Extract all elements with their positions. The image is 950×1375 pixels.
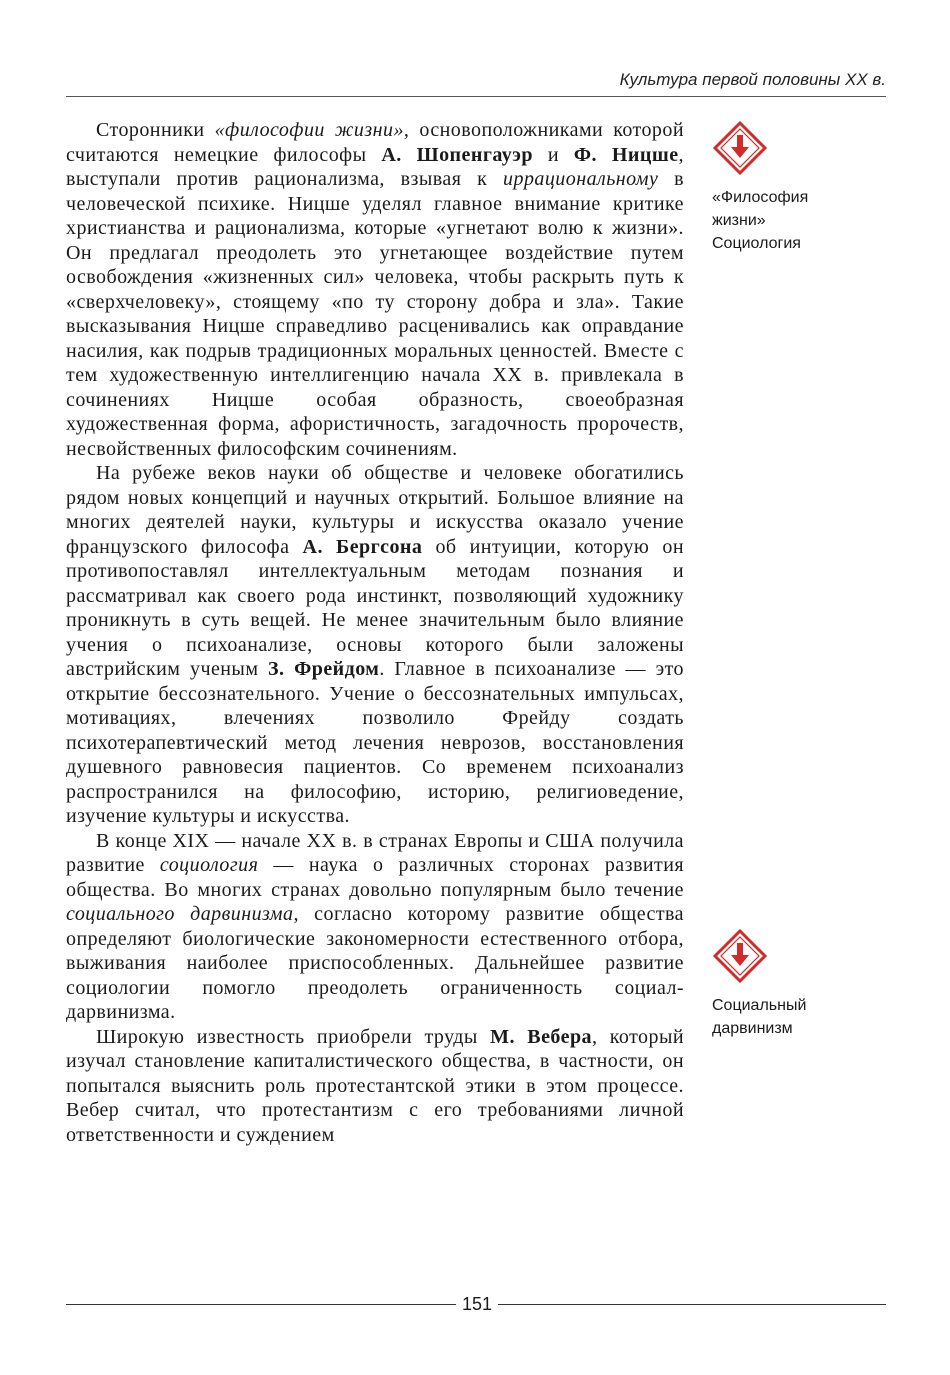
page-footer: [66, 1292, 886, 1316]
text-run: , согласно которому развитие общества определяют биологические закономерности естественного отбора, выживания наиболее приспособленных. Дальнейшее развитие социологии помогло преодолеть ограниченность социал-дарвинизма.: [66, 903, 684, 1023]
margin-note-social-darwinism: [712, 928, 892, 1040]
margin-note-line: дарвинизм: [712, 1020, 793, 1037]
italic-term: «философии жизни»: [214, 119, 404, 141]
text-run: На рубеже веков науки об обществе и человеке обогатились рядом новых концепций и научных открытий. Большое влияние на многих деятелей науки, культуры и искусства оказало учение французского философа: [66, 462, 684, 558]
bold-name: М. Вебера: [490, 1025, 592, 1048]
bold-name: А. Шопенгауэр: [381, 143, 533, 166]
footer-rule-left: [66, 1304, 456, 1305]
margin-note-line: жизни»: [712, 212, 766, 229]
download-arrow-icon: [712, 928, 768, 984]
text-run: Сторонники: [96, 119, 215, 141]
bold-name: Ф. Ницше: [573, 143, 679, 166]
text-run: Широкую известность приобрели труды: [96, 1025, 491, 1048]
footer-rule-right: [498, 1304, 886, 1305]
text-run: в человеческой психике. Ницше уделял главное внимание критике христианства и рационализма, которые «угнетают волю к жизни». Он предлагал преодолеть это угнетающее воздействие путем освобождения «жизненных сил» человека, чтобы раскрыть путь к «сверхчеловеку», стоящему «по ту сторону добра и зла». Такие высказывания Ницше справедливо расценивались как оправдание насилия, как подрыв традиционных моральных ценностей. Вместе с тем художественную интеллигенцию начала XX в. привлекала в сочинениях Ницше особая образность, своеобразная художественная форма, афористичность, загадочность пророчеств, несвойственных философским сочинениям.: [66, 168, 684, 460]
italic-term: иррациональному: [503, 168, 659, 190]
download-arrow-icon: [712, 120, 768, 176]
italic-term: социология: [159, 854, 259, 876]
text-run: , который изучал становление капиталистического общества, в частности, он попытался выяснить роль протестантской этики в этом процессе. Вебер считал, что протестантизм с его требованиями личной ответственности и суждением: [66, 1025, 684, 1146]
paragraph: [66, 118, 684, 461]
margin-note-philosophy: [712, 120, 892, 255]
page-number: 151: [461, 1294, 493, 1314]
text-run: , выступали против рационализма, взывая к: [66, 143, 684, 190]
bold-name: А. Бергсона: [302, 535, 423, 558]
main-text-column: [66, 118, 684, 1148]
margin-note-line: «Философия: [712, 189, 809, 206]
running-header: [66, 70, 886, 97]
paragraph: [66, 829, 684, 1025]
paragraph: [66, 1025, 684, 1148]
paragraph: [66, 461, 684, 829]
text-run: об интуиции, которую он противопоставлял интеллектуальным методам познания и рассматривал как своего рода инстинкт, позволяющий художнику проникнуть в суть вещей. Не менее значительным было влияние учения о психоанализе, основы которого были заложены австрийским ученым: [66, 535, 684, 680]
italic-term: социального дарвинизма: [66, 903, 294, 925]
text-run: , основоположниками которой считаются немецкие философы: [66, 119, 684, 166]
margin-note-line: Социальный: [712, 997, 807, 1014]
bold-name: З. Фрейдом: [268, 658, 380, 680]
text-run: и: [532, 143, 574, 166]
text-run: . Главное в психоанализе — это открытие бессознательного. Учение о бессознательных импульсах, мотивациях, влечениях позволило Фрейду создать психотерапевтический метод лечения неврозов, восстановления душевного равновесия пациентов. Со временем психоанализ распространился на философию, историю, религиоведение, изучение культуры и искусства.: [66, 658, 684, 827]
text-run: В конце XIX — начале XX в. в странах Европы и США получила развитие: [66, 829, 684, 876]
running-title: Культура первой половины XX в.: [619, 70, 886, 89]
text-run: — наука о различных сторонах развития общества. Во многих странах довольно популярным было течение: [66, 854, 684, 901]
margin-note-line: Социология: [712, 235, 801, 252]
